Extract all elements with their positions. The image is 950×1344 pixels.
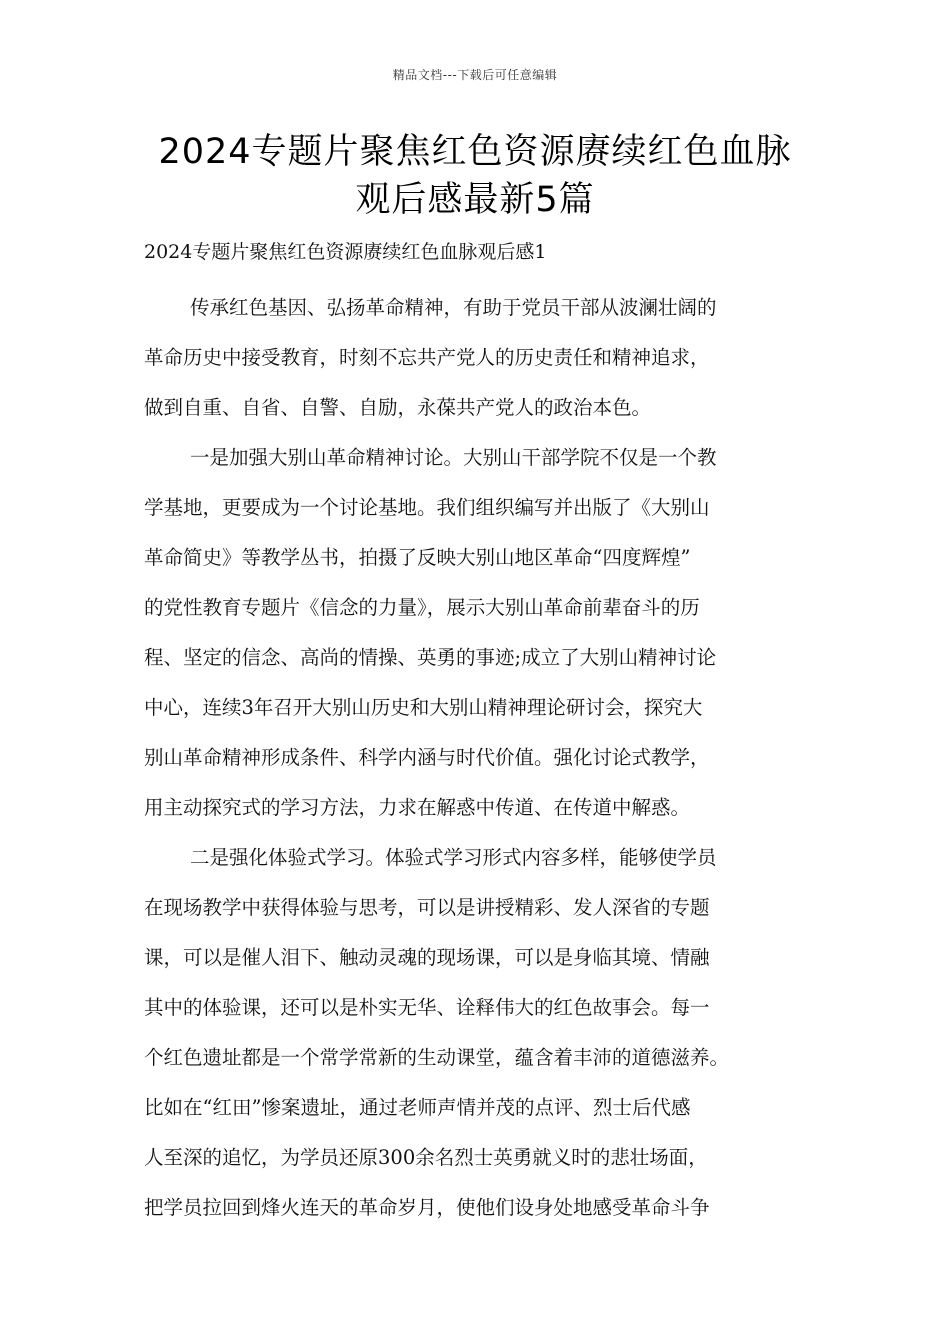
paragraph-line: 传承红色基因、弘扬革命精神，有助于党员干部从波澜壮阔的 [190,296,717,319]
body-text [144,283,824,1233]
paragraph-line: 把学员拉回到烽火连天的革命岁月，使他们设身处地感受革命斗争 [144,1196,710,1219]
document-title [100,128,850,224]
document-title-line-1: 2024专题片聚焦红色资源赓续红色血脉 [158,132,792,172]
paragraph-line: 其中的体验课，还可以是朴实无华、诠释伟大的红色故事会。每一 [144,996,710,1019]
paragraph-line: 中心，连续3年召开大别山历史和大别山精神理论研讨会，探究大 [144,696,703,719]
paragraph-line: 程、坚定的信念、高尚的情操、英勇的事迹;成立了大别山精神讨论 [144,646,717,669]
paragraph-2 [144,433,824,833]
document-title-line-2: 观后感最新5篇 [355,180,595,220]
paragraph-line: 课，可以是催人泪下、触动灵魂的现场课，可以是身临其境、情融 [144,946,710,969]
paragraph-line: 别山革命精神形成条件、科学内涵与时代价值。强化讨论式教学， [144,746,710,769]
paragraph-3 [144,833,824,1233]
section-subtitle: 2024专题片聚焦红色资源赓续红色血脉观后感1 [144,241,547,263]
paragraph-line: 在现场教学中获得体验与思考，可以是讲授精彩、发人深省的专题 [144,896,710,919]
paragraph-line: 学基地，更要成为一个讨论基地。我们组织编写并出版了《大别山 [144,496,710,519]
paragraph-line: 做到自重、自省、自警、自励，永葆共产党人的政治本色。 [144,396,652,419]
paragraph-line: 用主动探究式的学习方法，力求在解惑中传道、在传道中解惑。 [144,796,691,819]
paragraph-line: 人至深的追忆，为学员还原300余名烈士英勇就义时的悲壮场面， [144,1146,708,1169]
paragraph-line: 一是加强大别山革命精神讨论。大别山干部学院不仅是一个教 [190,446,717,469]
paragraph-line: 二是强化体验式学习。体验式学习形式内容多样，能够使学员 [190,846,717,869]
header-note: 精品文档---下载后可任意编辑 [392,68,558,82]
paragraph-line: 比如在“红田”惨案遗址，通过老师声情并茂的点评、烈士后代感 [144,1096,691,1119]
paragraph-line: 的党性教育专题片《信念的力量》，展示大别山革命前辈奋斗的历 [144,596,700,619]
paragraph-line: 革命历史中接受教育，时刻不忘共产党人的历史责任和精神追求， [144,346,710,369]
paragraph-line: 个红色遗址都是一个常学常新的生动课堂，蕴含着丰沛的道德滋养。 [144,1046,730,1069]
paragraph-1 [144,283,824,433]
paragraph-line: 革命简史》等教学丛书，拍摄了反映大别山地区革命“四度辉煌” [144,546,691,569]
